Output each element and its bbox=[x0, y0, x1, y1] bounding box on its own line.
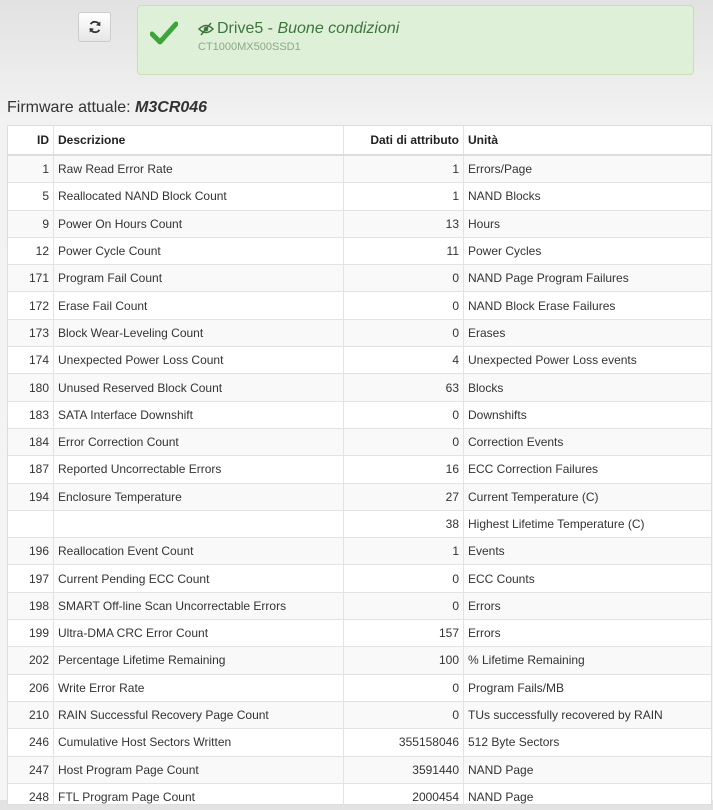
attr-description: Reallocated NAND Block Count bbox=[54, 183, 344, 210]
attr-description: RAIN Successful Recovery Page Count bbox=[54, 701, 344, 728]
table-header-row bbox=[8, 126, 711, 155]
table-row bbox=[8, 292, 711, 319]
attr-description: Raw Read Error Rate bbox=[54, 155, 344, 183]
attr-description: FTL Program Page Count bbox=[54, 783, 344, 810]
attr-unit: NAND Page Program Failures bbox=[464, 265, 712, 292]
attr-id: 173 bbox=[8, 319, 54, 346]
attr-id: 172 bbox=[8, 292, 54, 319]
table-row bbox=[8, 428, 711, 455]
smart-attributes-table bbox=[7, 125, 712, 805]
attr-description: Reported Uncorrectable Errors bbox=[54, 456, 344, 483]
attr-description: Power Cycle Count bbox=[54, 237, 344, 264]
table-row bbox=[8, 237, 711, 264]
attr-value: 63 bbox=[344, 374, 464, 401]
table-row bbox=[8, 538, 711, 565]
attr-unit: TUs successfully recovered by RAIN bbox=[464, 701, 712, 728]
attr-description: Program Fail Count bbox=[54, 265, 344, 292]
attr-id: 174 bbox=[8, 347, 54, 374]
table-row bbox=[8, 756, 711, 783]
attr-unit: NAND Block Erase Failures bbox=[464, 292, 712, 319]
firmware-line bbox=[7, 99, 207, 117]
attr-unit: ECC Counts bbox=[464, 565, 712, 592]
table-row bbox=[8, 729, 711, 756]
attr-unit: Blocks bbox=[464, 374, 712, 401]
attr-unit: % Lifetime Remaining bbox=[464, 647, 712, 674]
attr-value: 0 bbox=[344, 292, 464, 319]
attr-value: 100 bbox=[344, 647, 464, 674]
attr-id: 196 bbox=[8, 538, 54, 565]
attr-value: 27 bbox=[344, 483, 464, 510]
attr-value: 0 bbox=[344, 319, 464, 346]
table-row bbox=[8, 483, 711, 510]
attr-value: 11 bbox=[344, 237, 464, 264]
table-row bbox=[8, 155, 711, 183]
table-row bbox=[8, 265, 711, 292]
attr-unit: Hours bbox=[464, 210, 712, 237]
table-row bbox=[8, 456, 711, 483]
attr-value: 157 bbox=[344, 620, 464, 647]
attr-description: Host Program Page Count bbox=[54, 756, 344, 783]
attr-value: 16 bbox=[344, 456, 464, 483]
header-unit: Unità bbox=[464, 126, 712, 155]
attr-id: 202 bbox=[8, 647, 54, 674]
drive-model: CT1000MX500SSD1 bbox=[198, 41, 301, 53]
drive-name: Drive5 bbox=[217, 20, 264, 37]
attr-id: 248 bbox=[8, 783, 54, 810]
attr-id: 187 bbox=[8, 456, 54, 483]
attr-description: SMART Off-line Scan Uncorrectable Errors bbox=[54, 592, 344, 619]
drive-condition: Buone condizioni bbox=[277, 20, 400, 37]
status-separator: - bbox=[263, 20, 278, 37]
table-row bbox=[8, 592, 711, 619]
attr-description: Error Correction Count bbox=[54, 428, 344, 455]
header-description: Descrizione bbox=[54, 126, 344, 155]
firmware-label: Firmware attuale: bbox=[7, 99, 131, 116]
refresh-button[interactable] bbox=[78, 12, 111, 42]
attr-unit: Erases bbox=[464, 319, 712, 346]
attr-value: 355158046 bbox=[344, 729, 464, 756]
attr-description: Block Wear-Leveling Count bbox=[54, 319, 344, 346]
attr-description bbox=[54, 510, 344, 537]
attr-value: 1 bbox=[344, 155, 464, 183]
attr-description: Write Error Rate bbox=[54, 674, 344, 701]
table-row bbox=[8, 374, 711, 401]
attr-value: 13 bbox=[344, 210, 464, 237]
attr-id: 9 bbox=[8, 210, 54, 237]
attr-unit: Errors bbox=[464, 592, 712, 619]
attr-value: 0 bbox=[344, 428, 464, 455]
attr-id: 184 bbox=[8, 428, 54, 455]
table-row bbox=[8, 401, 711, 428]
table-row bbox=[8, 510, 711, 537]
attr-id: 180 bbox=[8, 374, 54, 401]
table-row bbox=[8, 565, 711, 592]
attr-unit: Power Cycles bbox=[464, 237, 712, 264]
attr-value: 1 bbox=[344, 538, 464, 565]
table-row bbox=[8, 347, 711, 374]
table-row bbox=[8, 620, 711, 647]
attr-unit: Current Temperature (C) bbox=[464, 483, 712, 510]
attr-unit: Events bbox=[464, 538, 712, 565]
attr-id: 5 bbox=[8, 183, 54, 210]
attr-unit: Highest Lifetime Temperature (C) bbox=[464, 510, 712, 537]
header-attribute-data: Dati di attributo bbox=[344, 126, 464, 155]
table-row bbox=[8, 701, 711, 728]
attr-value: 0 bbox=[344, 592, 464, 619]
attr-id: 197 bbox=[8, 565, 54, 592]
attr-value: 3591440 bbox=[344, 756, 464, 783]
table-row bbox=[8, 183, 711, 210]
attr-value: 1 bbox=[344, 183, 464, 210]
attr-description: Reallocation Event Count bbox=[54, 538, 344, 565]
attr-id: 194 bbox=[8, 483, 54, 510]
attr-unit: Downshifts bbox=[464, 401, 712, 428]
attr-description: Cumulative Host Sectors Written bbox=[54, 729, 344, 756]
attr-unit: NAND Page bbox=[464, 756, 712, 783]
attr-id: 199 bbox=[8, 620, 54, 647]
check-icon bbox=[150, 20, 178, 46]
drive-status-panel bbox=[137, 5, 694, 75]
header-id: ID bbox=[8, 126, 54, 155]
attr-unit: 512 Byte Sectors bbox=[464, 729, 712, 756]
drive-status-title bbox=[198, 20, 399, 38]
attr-value: 0 bbox=[344, 565, 464, 592]
attr-value: 4 bbox=[344, 347, 464, 374]
refresh-icon bbox=[88, 20, 102, 34]
attr-description: Power On Hours Count bbox=[54, 210, 344, 237]
attr-unit: Correction Events bbox=[464, 428, 712, 455]
attr-value: 2000454 bbox=[344, 783, 464, 810]
eye-icon bbox=[198, 22, 214, 36]
attr-id: 206 bbox=[8, 674, 54, 701]
attr-unit: Program Fails/MB bbox=[464, 674, 712, 701]
attr-id: 210 bbox=[8, 701, 54, 728]
attr-unit: Errors/Page bbox=[464, 155, 712, 183]
attr-id bbox=[8, 510, 54, 537]
attr-id: 183 bbox=[8, 401, 54, 428]
table-row bbox=[8, 647, 711, 674]
attr-unit: NAND Page bbox=[464, 783, 712, 810]
attr-value: 38 bbox=[344, 510, 464, 537]
attr-value: 0 bbox=[344, 701, 464, 728]
attr-id: 1 bbox=[8, 155, 54, 183]
attr-value: 0 bbox=[344, 265, 464, 292]
attr-description: Percentage Lifetime Remaining bbox=[54, 647, 344, 674]
table-row bbox=[8, 674, 711, 701]
attr-id: 198 bbox=[8, 592, 54, 619]
attr-unit: NAND Blocks bbox=[464, 183, 712, 210]
firmware-version: M3CR046 bbox=[135, 99, 208, 116]
table-row bbox=[8, 210, 711, 237]
attr-description: Enclosure Temperature bbox=[54, 483, 344, 510]
attr-description: Ultra-DMA CRC Error Count bbox=[54, 620, 344, 647]
attr-description: Erase Fail Count bbox=[54, 292, 344, 319]
attr-description: Current Pending ECC Count bbox=[54, 565, 344, 592]
table-row bbox=[8, 319, 711, 346]
attr-unit: Errors bbox=[464, 620, 712, 647]
attr-value: 0 bbox=[344, 674, 464, 701]
attr-unit: Unexpected Power Loss events bbox=[464, 347, 712, 374]
attr-id: 247 bbox=[8, 756, 54, 783]
attr-id: 246 bbox=[8, 729, 54, 756]
attr-id: 12 bbox=[8, 237, 54, 264]
attr-description: Unused Reserved Block Count bbox=[54, 374, 344, 401]
attr-description: SATA Interface Downshift bbox=[54, 401, 344, 428]
table-row bbox=[8, 783, 711, 810]
attr-description: Unexpected Power Loss Count bbox=[54, 347, 344, 374]
attr-unit: ECC Correction Failures bbox=[464, 456, 712, 483]
attr-value: 0 bbox=[344, 401, 464, 428]
attr-id: 171 bbox=[8, 265, 54, 292]
